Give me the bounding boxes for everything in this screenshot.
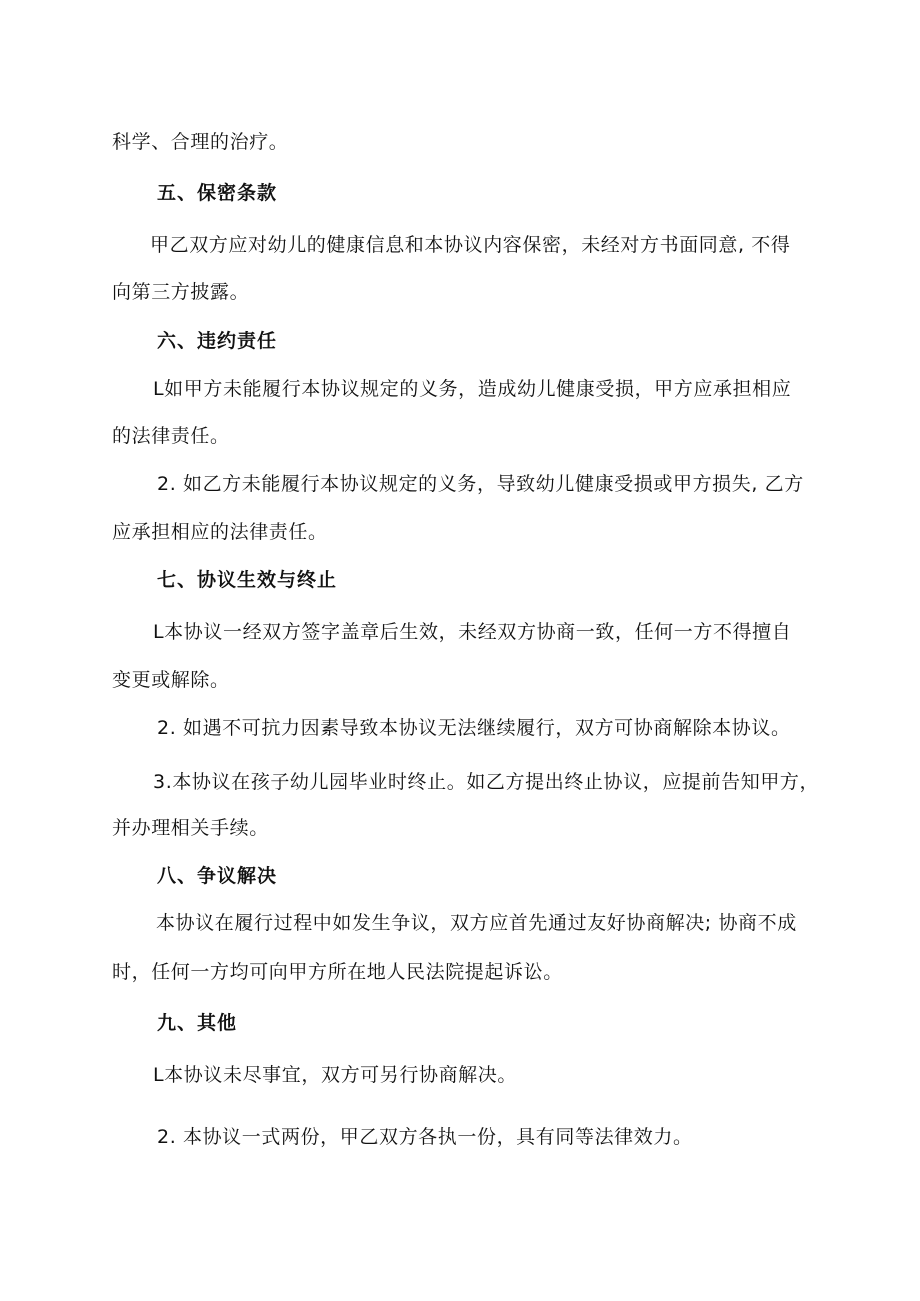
section-heading: 九、其他 bbox=[157, 1012, 238, 1034]
paragraph-line: 甲乙双方应对幼儿的健康信息和本协议内容保密，未经对方书面同意, 不得 bbox=[150, 234, 791, 256]
paragraph-line: 3.本协议在孩子幼儿园毕业时终止。如乙方提出终止协议，应提前告知甲方， bbox=[153, 771, 820, 793]
section-heading: 七、协议生效与终止 bbox=[157, 569, 338, 591]
paragraph-line: 2. 如乙方未能履行本协议规定的义务，导致幼儿健康受损或甲方损失, 乙方 bbox=[157, 473, 804, 495]
paragraph-line: 本协议在履行过程中如发生争议，双方应首先通过友好协商解决; 协商不成 bbox=[156, 912, 797, 934]
paragraph-line: 时，任何一方均可向甲方所在地人民法院提起诉讼。 bbox=[112, 961, 563, 983]
paragraph-line: L如甲方未能履行本协议规定的义务，造成幼儿健康受损，甲方应承担相应 bbox=[153, 378, 792, 400]
paragraph-line: 向第三方披露。 bbox=[112, 281, 250, 303]
paragraph-line: L本协议未尽事宜，双方可另行协商解决。 bbox=[153, 1064, 517, 1086]
paragraph-line: 变更或解除。 bbox=[112, 669, 230, 691]
paragraph-line: 2. 本协议一式两份，甲乙双方各执一份，具有同等法律效力。 bbox=[157, 1126, 693, 1148]
paragraph-line: 2. 如遇不可抗力因素导致本协议无法继续履行，双方可协商解除本协议。 bbox=[157, 717, 791, 739]
paragraph-line: L本协议一经双方签字盖章后生效，未经双方协商一致，任何一方不得擅自 bbox=[153, 621, 792, 643]
paragraph-line: 应承担相应的法律责任。 bbox=[112, 521, 328, 543]
section-heading: 五、保密条款 bbox=[157, 182, 278, 204]
paragraph-line: 的法律责任。 bbox=[112, 425, 230, 447]
paragraph-line: 科学、合理的治疗。 bbox=[112, 131, 289, 153]
section-heading: 六、违约责任 bbox=[157, 330, 278, 352]
section-heading: 八、争议解决 bbox=[157, 865, 278, 887]
paragraph-line: 并办理相关手续。 bbox=[112, 817, 269, 839]
